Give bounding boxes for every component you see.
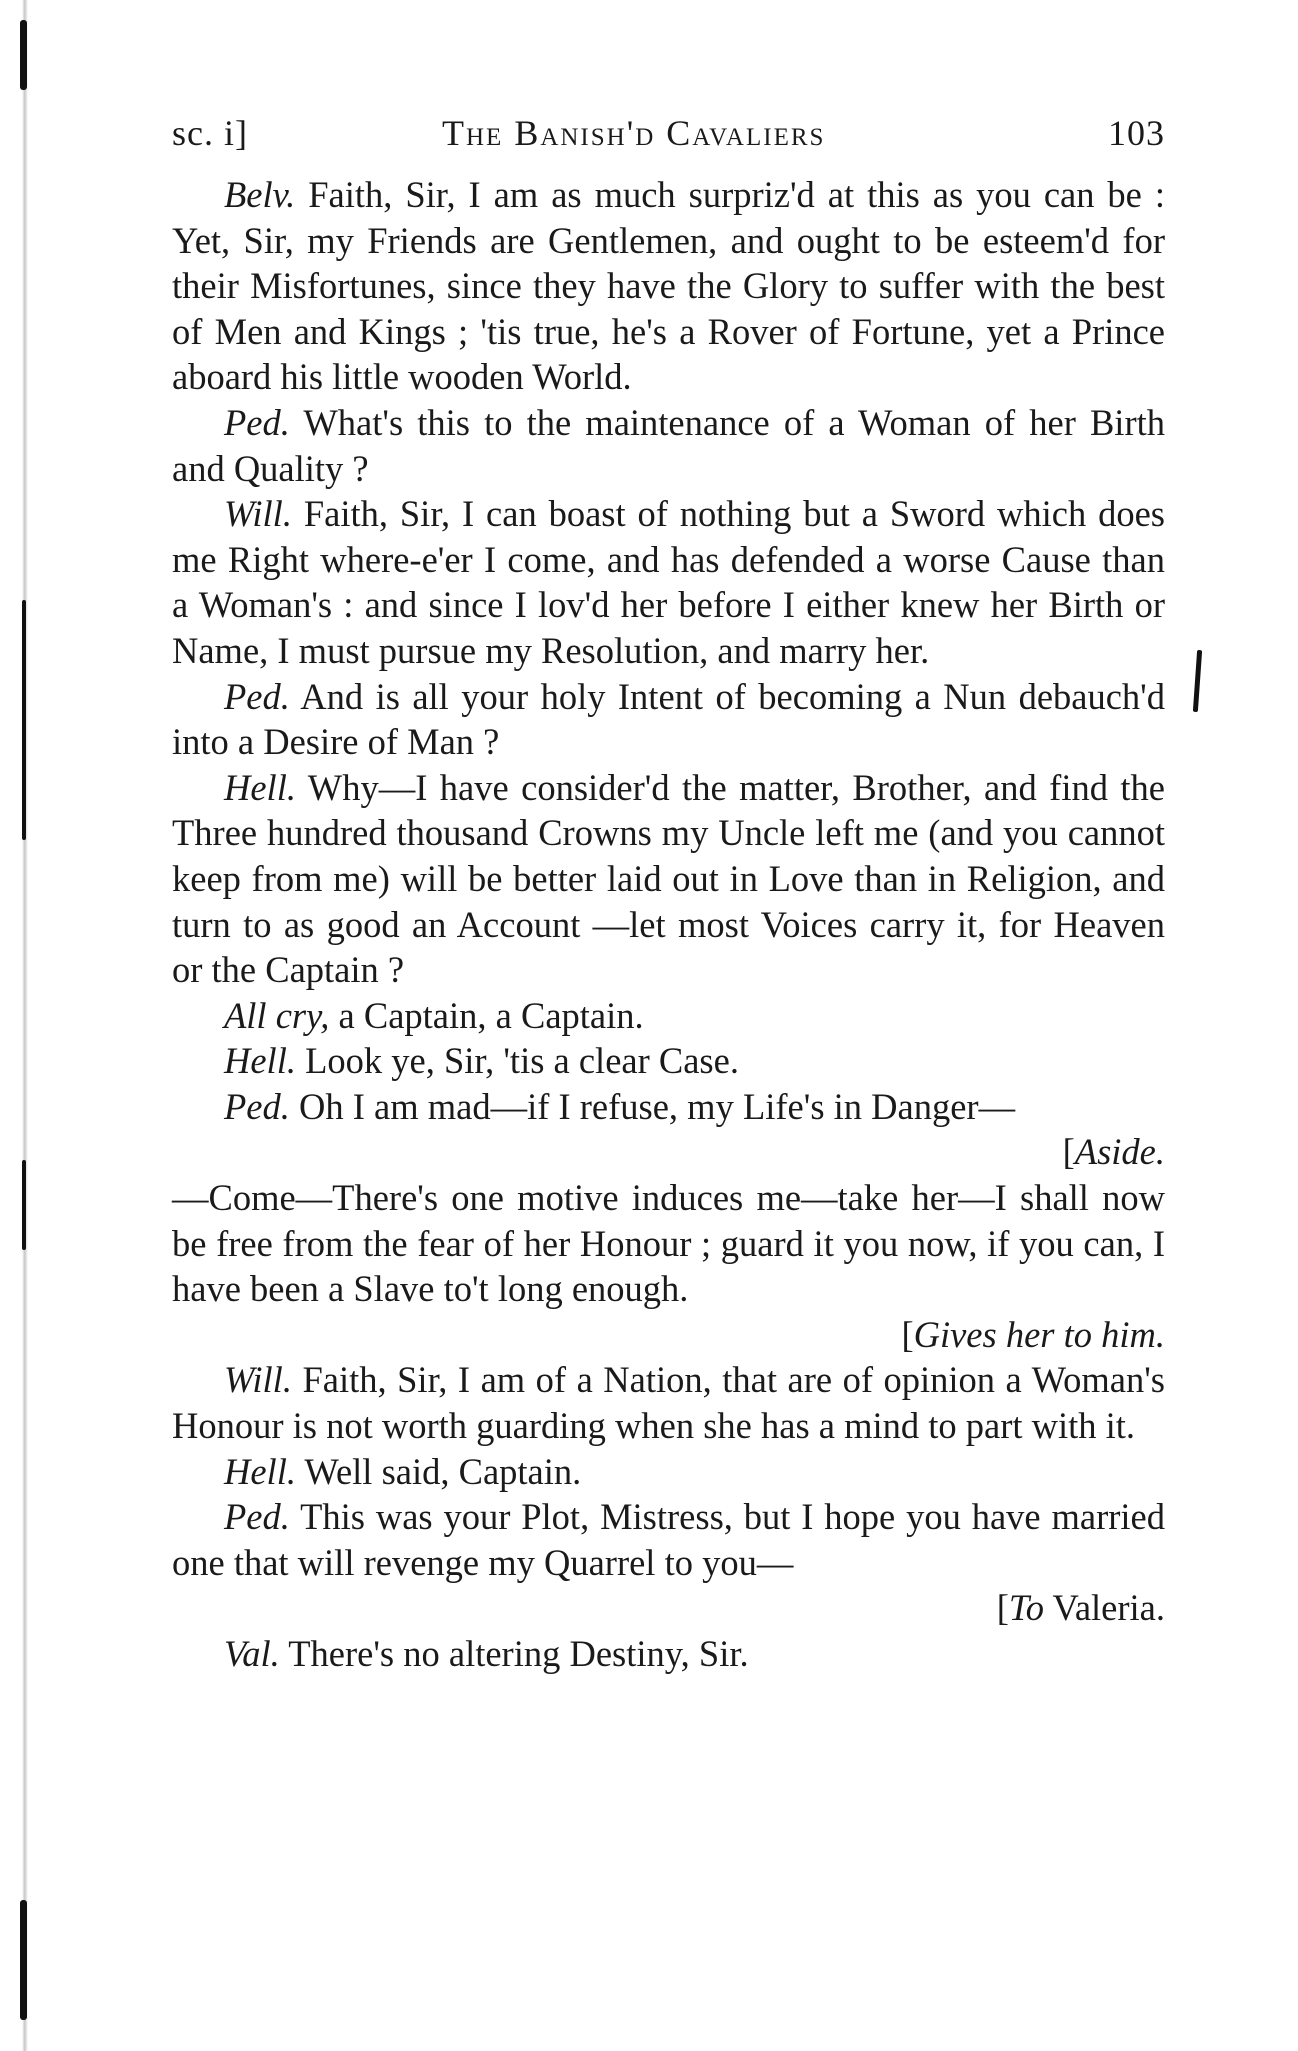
page-number: 103	[1108, 113, 1165, 153]
speaker-name: Ped.	[224, 1496, 290, 1538]
speech-text: Faith, Sir, I am as much surpriz'd at this as you can be : Yet, Sir, my Friends are Gentlemen, and ought to be esteem'd for their Misfortunes, since they have the Glory to suffer with the best of Men and Kings ; 'tis true, he's a Rover of Fortune, yet a Prince aboard his little wooden World.	[172, 174, 1165, 398]
speech-ped	[172, 1494, 1165, 1585]
character-name: Valeria.	[1044, 1587, 1165, 1629]
speech-text: There's no altering Destiny, Sir.	[279, 1633, 749, 1674]
speaker-name: Hell.	[224, 1040, 296, 1082]
speaker-name: Will.	[224, 1359, 292, 1401]
binding-mark	[20, 1900, 27, 2020]
speech-ped	[172, 400, 1165, 491]
speech-text: Look ye, Sir, 'tis a clear Case.	[295, 1040, 739, 1082]
speaker-name: Hell.	[224, 1450, 296, 1492]
binding-mark	[22, 600, 26, 840]
speech-text: Faith, Sir, I am of a Nation, that are of opinion a Woman's Honour is not worth guarding when she has a mind to part with it.	[172, 1359, 1165, 1447]
stage-direction-to	[172, 1585, 1165, 1631]
speech-all	[172, 993, 1165, 1039]
speech-hell	[172, 1449, 1165, 1495]
speech-continuation: —Come—There's one motive induces me—take her—I shall now be free from the fear of her Honour ; guard it you now, if you can, I have been a Slave to't long enough.	[172, 1177, 1165, 1310]
speech-text: Well said, Captain.	[295, 1450, 582, 1492]
speech-text: a Captain, a Captain.	[329, 994, 644, 1036]
speech-text: Why—I have consider'd the matter, Brother, and find the Three hundred thousand Crowns my Uncle left me (and you cannot keep from me) will be better laid out in Love than in Religion, and turn to as good an Account —let most Voices carry it, for Heaven or the Captain ?	[172, 766, 1165, 991]
stage-text: To	[1008, 1587, 1045, 1629]
speech-text: And is all your holy Intent of becoming a Nun debauch'd into a Desire of Man ?	[172, 675, 1165, 763]
speaker-name: Will.	[224, 493, 292, 535]
speech-will	[172, 1357, 1165, 1448]
speech-hell	[172, 1038, 1165, 1084]
binding-edge	[22, 0, 28, 2051]
speaker-name: Belv.	[224, 174, 296, 215]
speaker-name: All cry,	[224, 994, 330, 1036]
speaker-name: Ped.	[224, 401, 290, 443]
running-title: The Banish'd Cavaliers	[442, 113, 826, 153]
stage-text: Aside.	[1074, 1131, 1165, 1173]
stage-bracket: [	[1062, 1131, 1075, 1173]
speech-will	[172, 491, 1165, 673]
speech-text: This was your Plot, Mistress, but I hope you have married one that will revenge my Quarrel to you—	[172, 1496, 1165, 1583]
speaker-name: Val.	[224, 1633, 280, 1674]
speaker-name: Ped.	[224, 1085, 290, 1127]
speech-ped	[172, 674, 1165, 765]
speech-text: What's this to the maintenance of a Woman of her Birth and Quality ?	[172, 401, 1165, 489]
stage-direction-aside	[172, 1129, 1165, 1175]
stage-text: Gives her to him.	[913, 1313, 1165, 1355]
play-text	[172, 172, 1165, 1677]
speech-text: Oh I am mad—if I refuse, my Life's in Danger—	[289, 1085, 1016, 1127]
scene-label: sc. i]	[172, 113, 248, 153]
speech-hell	[172, 765, 1165, 993]
stage-bracket: [	[996, 1587, 1009, 1629]
binding-mark	[20, 20, 27, 90]
running-head	[172, 112, 1165, 166]
binding-mark	[22, 1160, 26, 1250]
speaker-name: Hell.	[224, 766, 296, 808]
speech-belv	[172, 172, 1165, 400]
stage-bracket: [	[901, 1313, 914, 1355]
speech-ped	[172, 1084, 1165, 1130]
speech-val	[172, 1631, 1165, 1677]
stage-direction-gives	[172, 1312, 1165, 1358]
margin-mark	[1193, 650, 1202, 712]
speaker-name: Ped.	[224, 675, 290, 717]
speech-text: Faith, Sir, I can boast of nothing but a Sword which does me Right where-e'er I come, and has defended a worse Cause than a Woman's : and since I lov'd her before I either knew her Birth or Name, I must pursue my Resolution, and marry her.	[172, 493, 1165, 671]
